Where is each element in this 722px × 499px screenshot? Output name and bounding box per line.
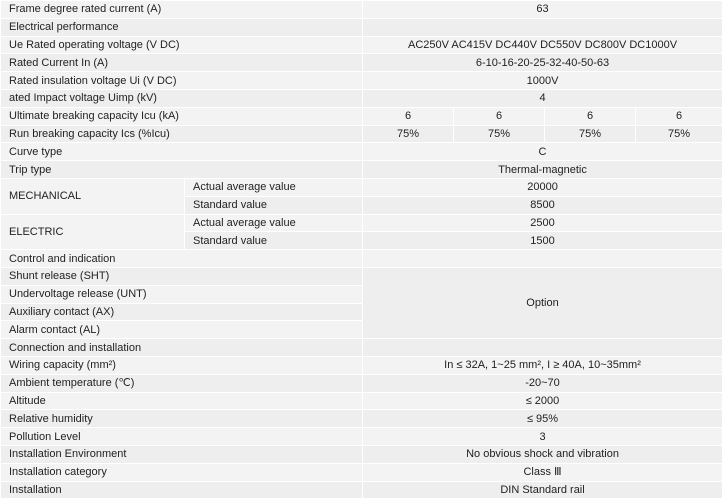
section-connection-installation: Connection and installation [1, 339, 363, 357]
table-row [1, 392, 722, 410]
frame-current-label: Frame degree rated current (A) [1, 1, 363, 19]
frame-current-value: 63 [363, 1, 722, 19]
curve-type-label: Curve type [1, 143, 363, 161]
wiring-capacity-label: Wiring capacity (mm²) [1, 356, 363, 374]
table-row [1, 374, 722, 392]
ics-value: 75% [454, 125, 545, 143]
ics-label: Run breaking capacity Ics (%Icu) [1, 125, 363, 143]
table-row [1, 89, 722, 107]
section-electrical-performance: Electrical performance [1, 18, 363, 36]
table-row [1, 1, 722, 19]
installation-label: Installation [1, 481, 363, 499]
empty-cell [363, 339, 722, 357]
table-row [1, 356, 722, 374]
mechanical-actual-value: 20000 [363, 178, 722, 196]
table-row [1, 410, 722, 428]
electric-actual-label: Actual average value [185, 214, 363, 232]
ics-value: 75% [545, 125, 636, 143]
table-row [1, 214, 722, 232]
auxiliary-contact-label: Auxiliary contact (AX) [1, 303, 363, 321]
alarm-contact-label: Alarm contact (AL) [1, 321, 363, 339]
electric-standard-label: Standard value [185, 232, 363, 250]
table-row [1, 339, 722, 357]
table-row [1, 107, 722, 125]
impact-voltage-label: ated Impact voltage Uimp (kV) [1, 89, 363, 107]
table-row [1, 54, 722, 72]
table-row [1, 178, 722, 196]
rated-current-value: 6-10-16-20-25-32-40-50-63 [363, 54, 722, 72]
table-row [1, 161, 722, 179]
ambient-temperature-value: -20~70 [363, 374, 722, 392]
trip-type-value: Thermal-magnetic [363, 161, 722, 179]
table-row [1, 143, 722, 161]
empty-cell [363, 18, 722, 36]
empty-cell [363, 250, 722, 268]
electric-label: ELECTRIC [1, 214, 185, 250]
shunt-release-label: Shunt release (SHT) [1, 267, 363, 285]
table-row [1, 463, 722, 481]
mechanical-standard-value: 8500 [363, 196, 722, 214]
table-row [1, 125, 722, 143]
ics-value: 75% [363, 125, 454, 143]
table-row [1, 445, 722, 463]
table-row [1, 428, 722, 446]
curve-type-value: C [363, 143, 722, 161]
installation-category-value: Class Ⅲ [363, 463, 722, 481]
ambient-temperature-label: Ambient temperature (℃) [1, 374, 363, 392]
altitude-label: Altitude [1, 392, 363, 410]
electric-actual-value: 2500 [363, 214, 722, 232]
table-row [1, 250, 722, 268]
trip-type-label: Trip type [1, 161, 363, 179]
accessories-option-value: Option [363, 267, 722, 338]
altitude-value: ≤ 2000 [363, 392, 722, 410]
icu-label: Ultimate breaking capacity Icu (kA) [1, 107, 363, 125]
table-row [1, 267, 722, 285]
ue-voltage-label: Ue Rated operating voltage (V DC) [1, 36, 363, 54]
table-row [1, 36, 722, 54]
electric-standard-value: 1500 [363, 232, 722, 250]
relative-humidity-value: ≤ 95% [363, 410, 722, 428]
installation-environment-label: Installation Environment [1, 445, 363, 463]
ics-value: 75% [636, 125, 722, 143]
installation-environment-value: No obvious shock and vibration [363, 445, 722, 463]
table-row [1, 18, 722, 36]
impact-voltage-value: 4 [363, 89, 722, 107]
pollution-level-label: Pollution Level [1, 428, 363, 446]
mechanical-standard-label: Standard value [185, 196, 363, 214]
installation-category-label: Installation category [1, 463, 363, 481]
insulation-voltage-label: Rated insulation voltage Ui (V DC) [1, 72, 363, 90]
icu-value: 6 [363, 107, 454, 125]
mechanical-label: MECHANICAL [1, 178, 185, 214]
section-control-indication: Control and indication [1, 250, 363, 268]
pollution-level-value: 3 [363, 428, 722, 446]
installation-value: DIN Standard rail [363, 481, 722, 499]
mechanical-actual-label: Actual average value [185, 178, 363, 196]
icu-value: 6 [545, 107, 636, 125]
undervoltage-release-label: Undervoltage release (UNT) [1, 285, 363, 303]
table-row [1, 72, 722, 90]
wiring-capacity-value: In ≤ 32A, 1~25 mm², I ≥ 40A, 10~35mm² [363, 356, 722, 374]
ue-voltage-value: AC250V AC415V DC440V DC550V DC800V DC1000V [363, 36, 722, 54]
relative-humidity-label: Relative humidity [1, 410, 363, 428]
rated-current-label: Rated Current In (A) [1, 54, 363, 72]
table-row [1, 481, 722, 499]
icu-value: 6 [454, 107, 545, 125]
insulation-voltage-value: 1000V [363, 72, 722, 90]
icu-value: 6 [636, 107, 722, 125]
